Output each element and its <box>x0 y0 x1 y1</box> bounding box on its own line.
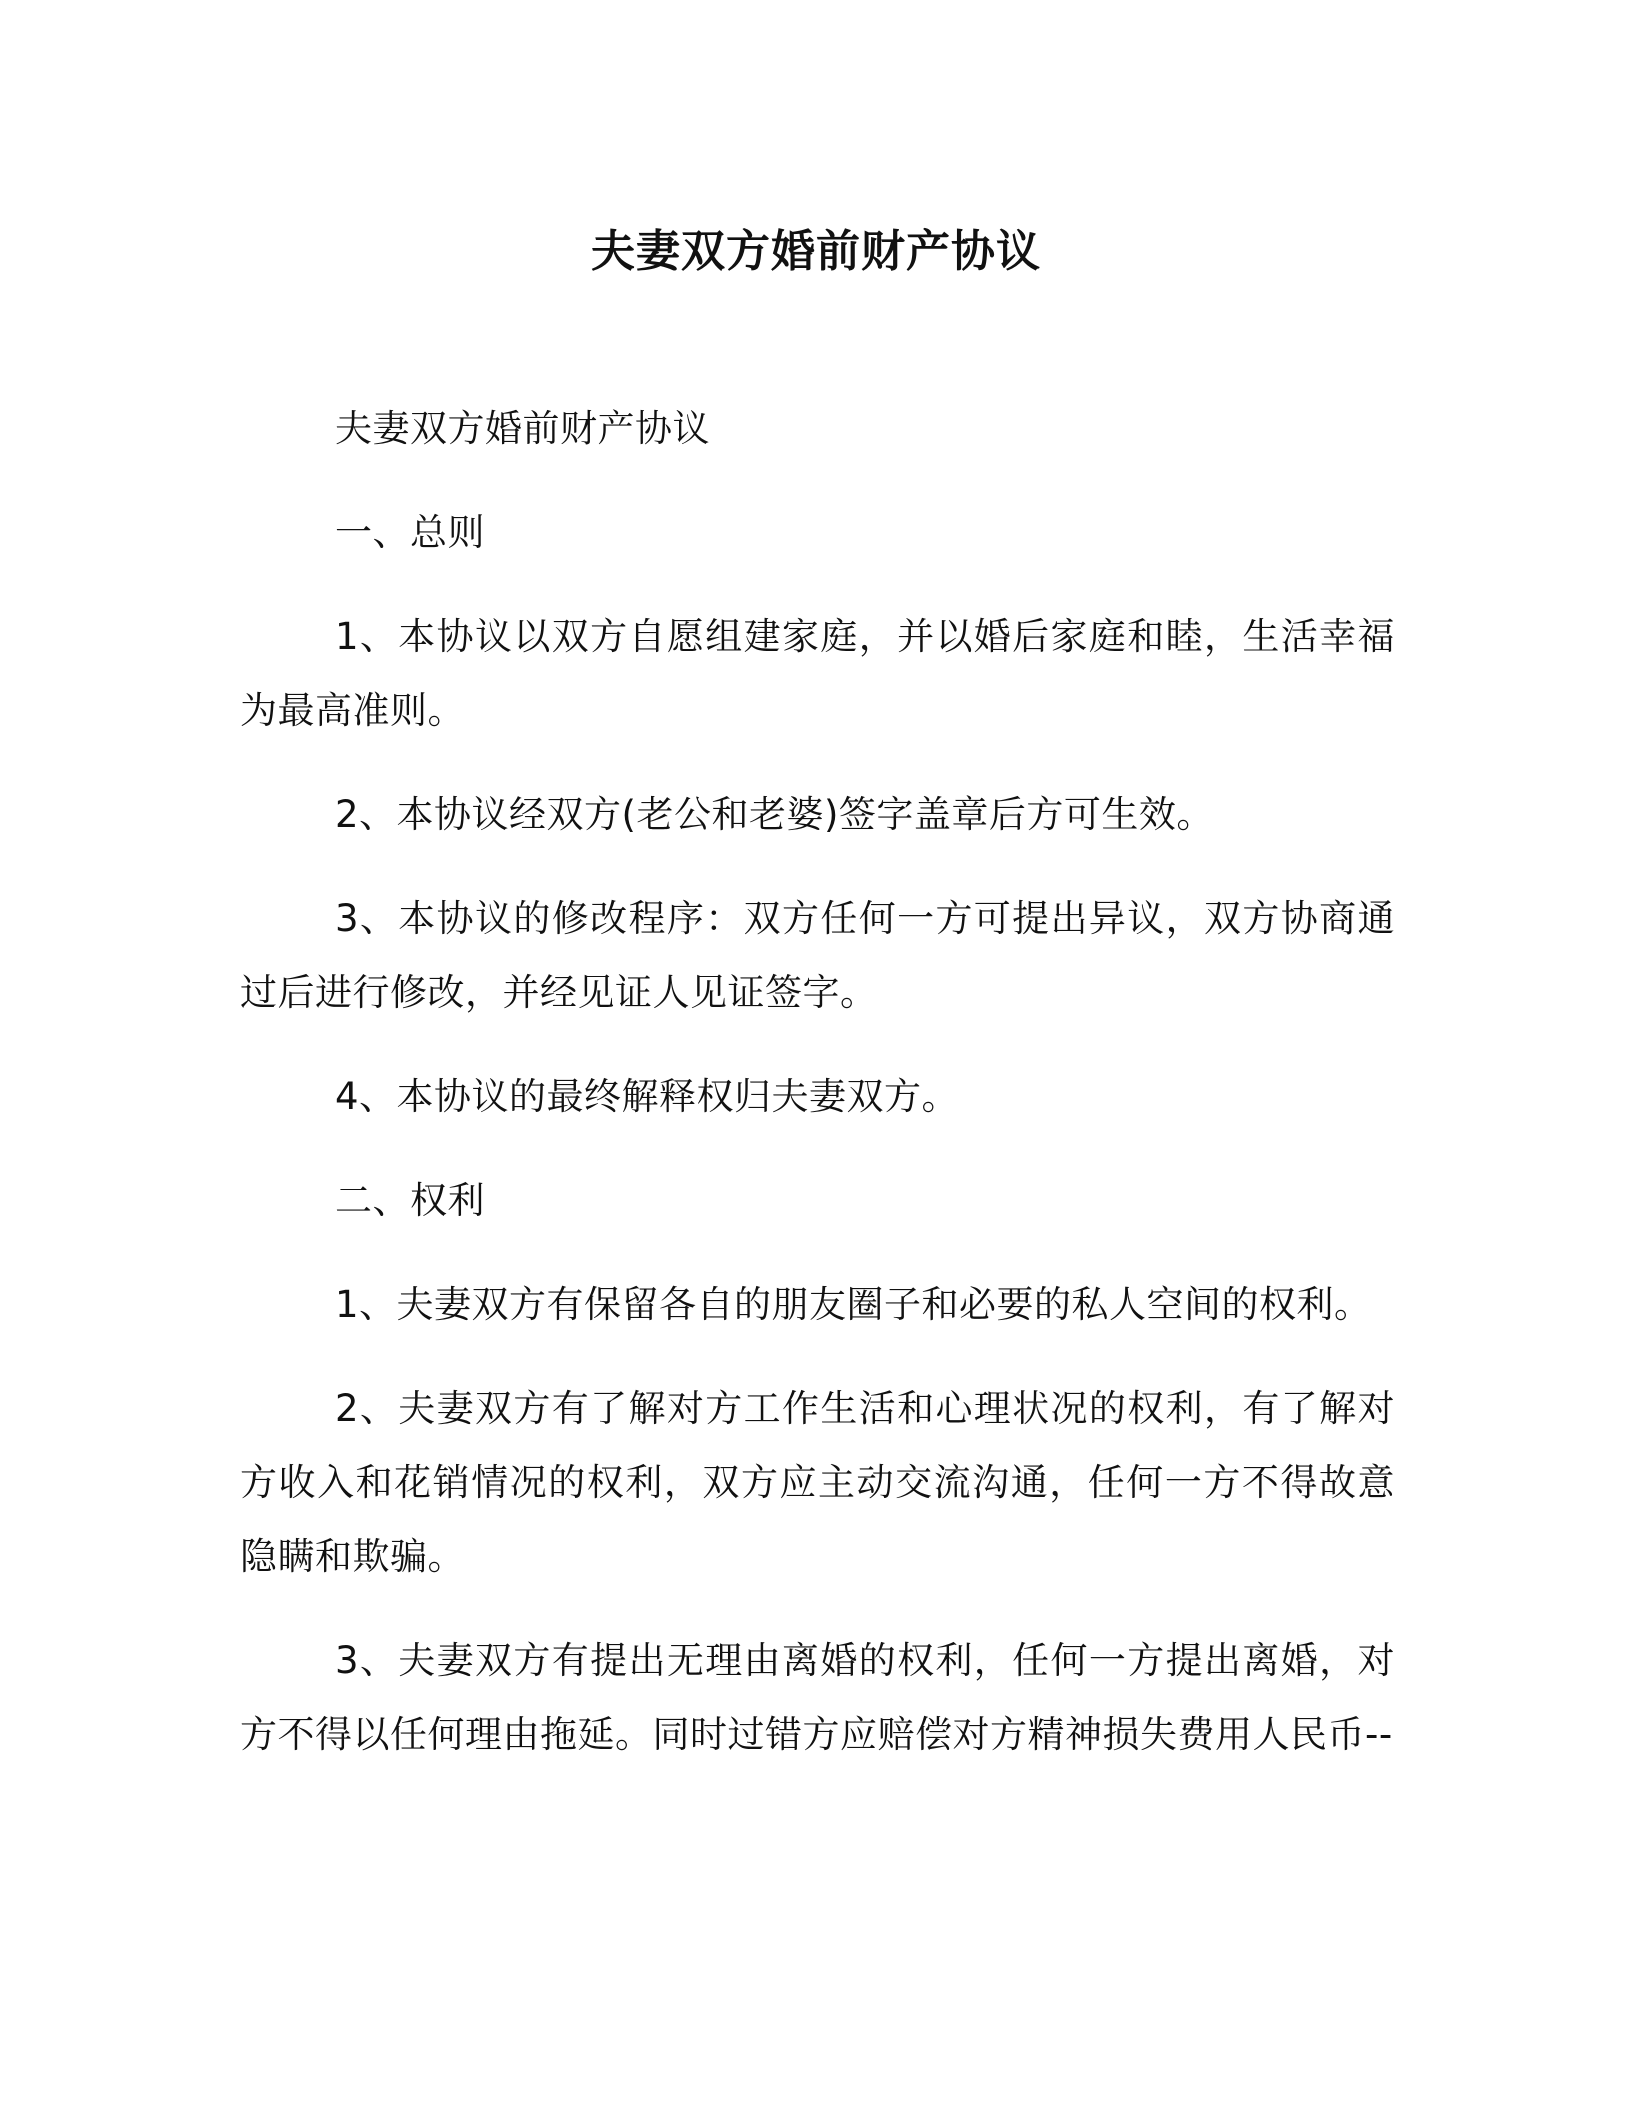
paragraph-general-4: 4、本协议的最终解释权归夫妻双方。 <box>335 1075 960 1118</box>
section-heading-rights: 二、权利 <box>335 1179 485 1222</box>
paragraph-general-1: 1、本协议以双方自愿组建家庭，并以婚后家庭和睦，生活幸福为最高准则。 <box>240 615 1395 732</box>
paragraph-subtitle: 夫妻双方婚前财产协议 <box>335 407 710 450</box>
paragraph-general-3: 3、本协议的修改程序：双方任何一方可提出异议，双方协商通过后进行修改，并经见证人见证签字。 <box>240 897 1395 1014</box>
document-title: 夫妻双方婚前财产协议 <box>591 226 1041 277</box>
section-heading-general: 一、总则 <box>335 511 485 554</box>
paragraph-rights-1: 1、夫妻双方有保留各自的朋友圈子和必要的私人空间的权利。 <box>335 1283 1372 1326</box>
paragraph-rights-3: 3、夫妻双方有提出无理由离婚的权利，任何一方提出离婚，对方不得以任何理由拖延。同时过错方应赔偿对方精神损失费用人民币-- <box>240 1639 1395 1756</box>
paragraph-rights-2: 2、夫妻双方有了解对方工作生活和心理状况的权利，有了解对方收入和花销情况的权利，双方应主动交流沟通，任何一方不得故意隐瞒和欺骗。 <box>240 1387 1395 1578</box>
document-body <box>240 392 1395 1802</box>
paragraph-general-2: 2、本协议经双方(老公和老婆)签字盖章后方可生效。 <box>335 793 1214 836</box>
